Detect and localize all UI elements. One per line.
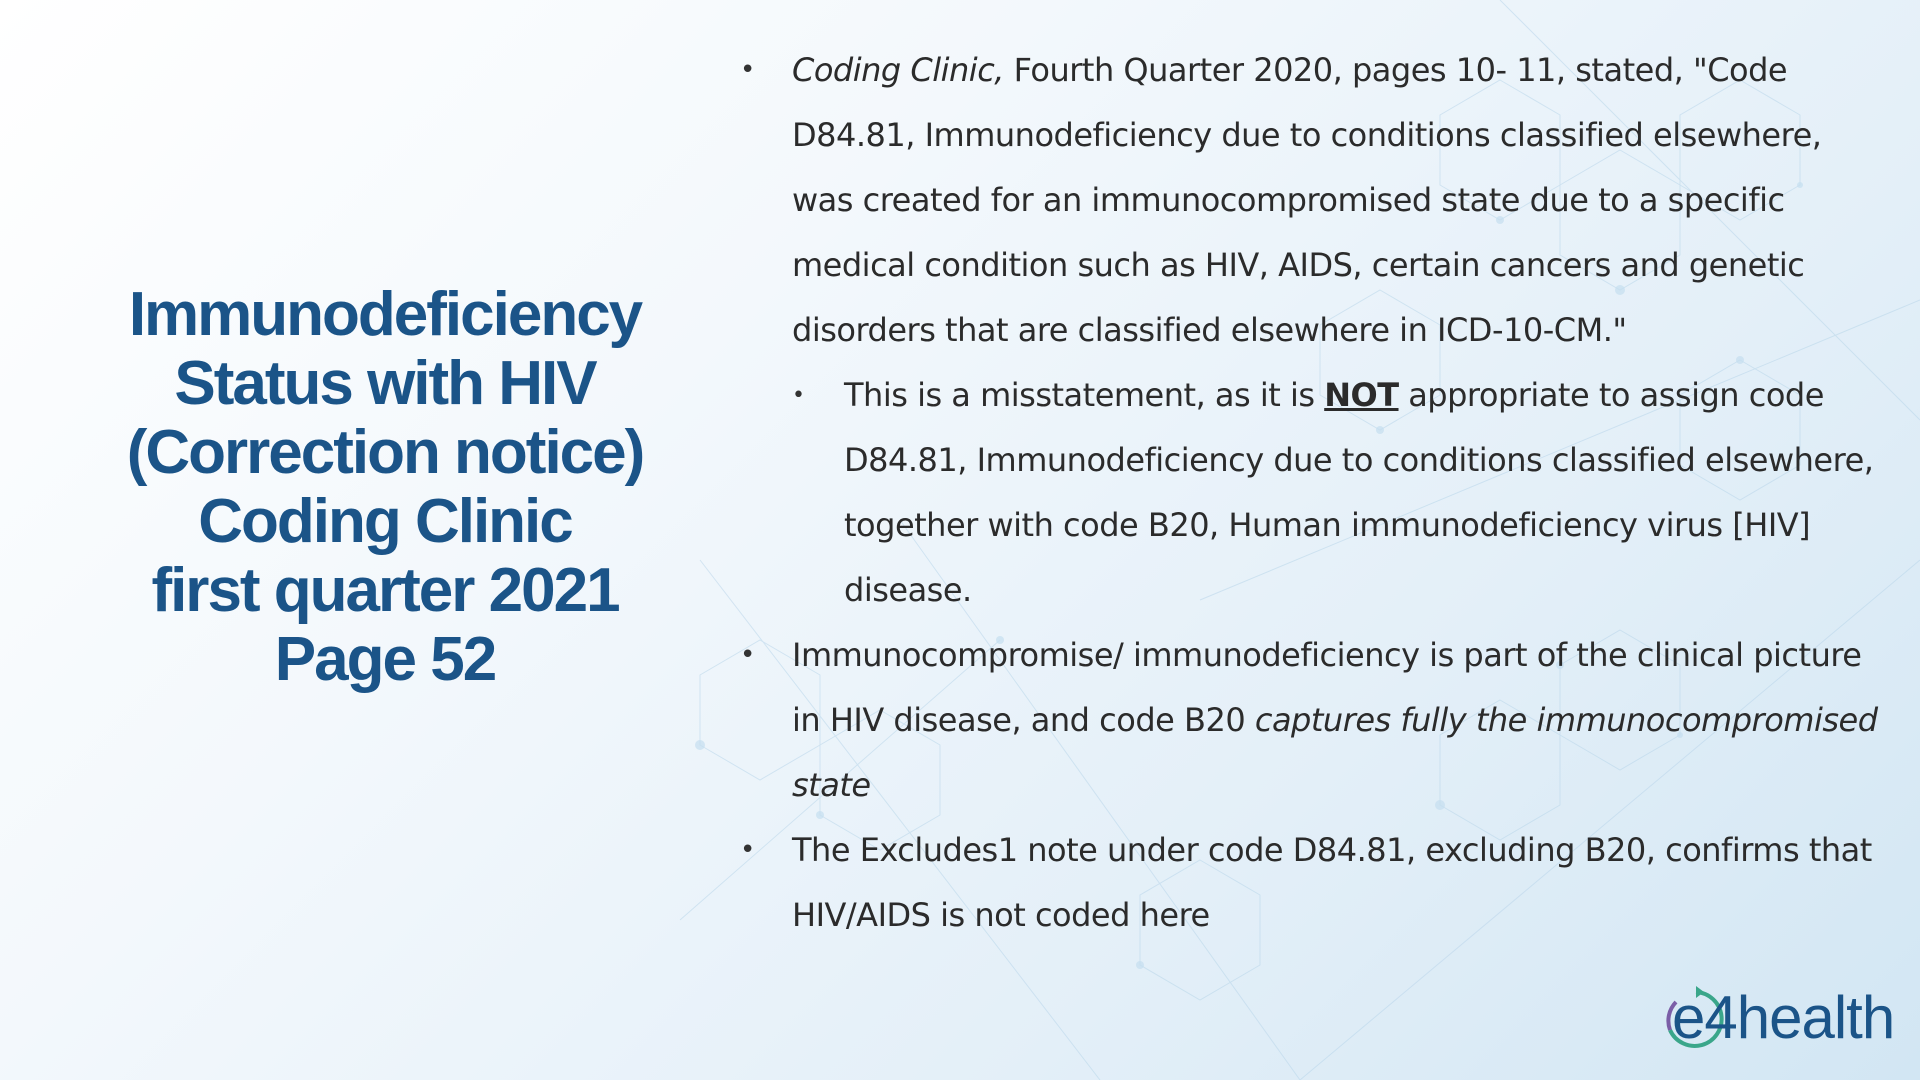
bullet-text: Immunocompromise/ immunodeficiency is part of the clinical picture in HIV disease, and code B20	[792, 636, 1862, 739]
bullet-marker: •	[740, 55, 755, 85]
emphasis-not: NOT	[1324, 376, 1399, 414]
title-line: first quarter 2021	[151, 556, 619, 625]
bullet-immunocompromise	[740, 623, 1880, 818]
bullet-italic-source: Coding Clinic,	[792, 51, 1004, 89]
sub-bullet-misstatement	[740, 363, 1880, 623]
title-line: Coding Clinic	[198, 487, 572, 556]
bullet-text: appropriate to assign code D84.81, Immunodeficiency due to conditions classified elsewhere, together with code B20, Human immunodeficiency virus [HIV] disease.	[844, 376, 1874, 609]
e4health-logo	[1656, 978, 1896, 1058]
title-line: (Correction notice)	[126, 418, 644, 487]
bullet-list	[740, 38, 1880, 948]
bullet-excludes1	[740, 818, 1880, 948]
bullet-text: This is a misstatement, as it is	[844, 376, 1325, 414]
bullet-marker: •	[740, 640, 755, 670]
bullet-marker: •	[740, 835, 755, 865]
slide-title	[80, 280, 690, 694]
bullet-text: The Excludes1 note under code D84.81, excluding B20, confirms that HIV/AIDS is not coded here	[792, 831, 1872, 934]
bullet-marker: •	[792, 383, 805, 408]
title-line: Page 52	[274, 625, 496, 694]
bullet-italic-text: captures fully the immunocompromised state	[792, 701, 1878, 804]
bullet-coding-clinic-q4-2020	[740, 38, 1880, 363]
title-line: Immunodeficiency	[128, 280, 642, 349]
bullet-text: Fourth Quarter 2020, pages 10- 11, stated, "Code D84.81, Immunodeficiency due to conditions classified elsewhere, was created for an immunocompromised state due to a specific medical condition such as HIV, AIDS, certain cancers and genetic disorders that are classified elsewhere in ICD-10-CM."	[792, 51, 1822, 349]
title-line: Status with HIV	[174, 349, 596, 418]
logo-text: e4health	[1672, 984, 1895, 1051]
